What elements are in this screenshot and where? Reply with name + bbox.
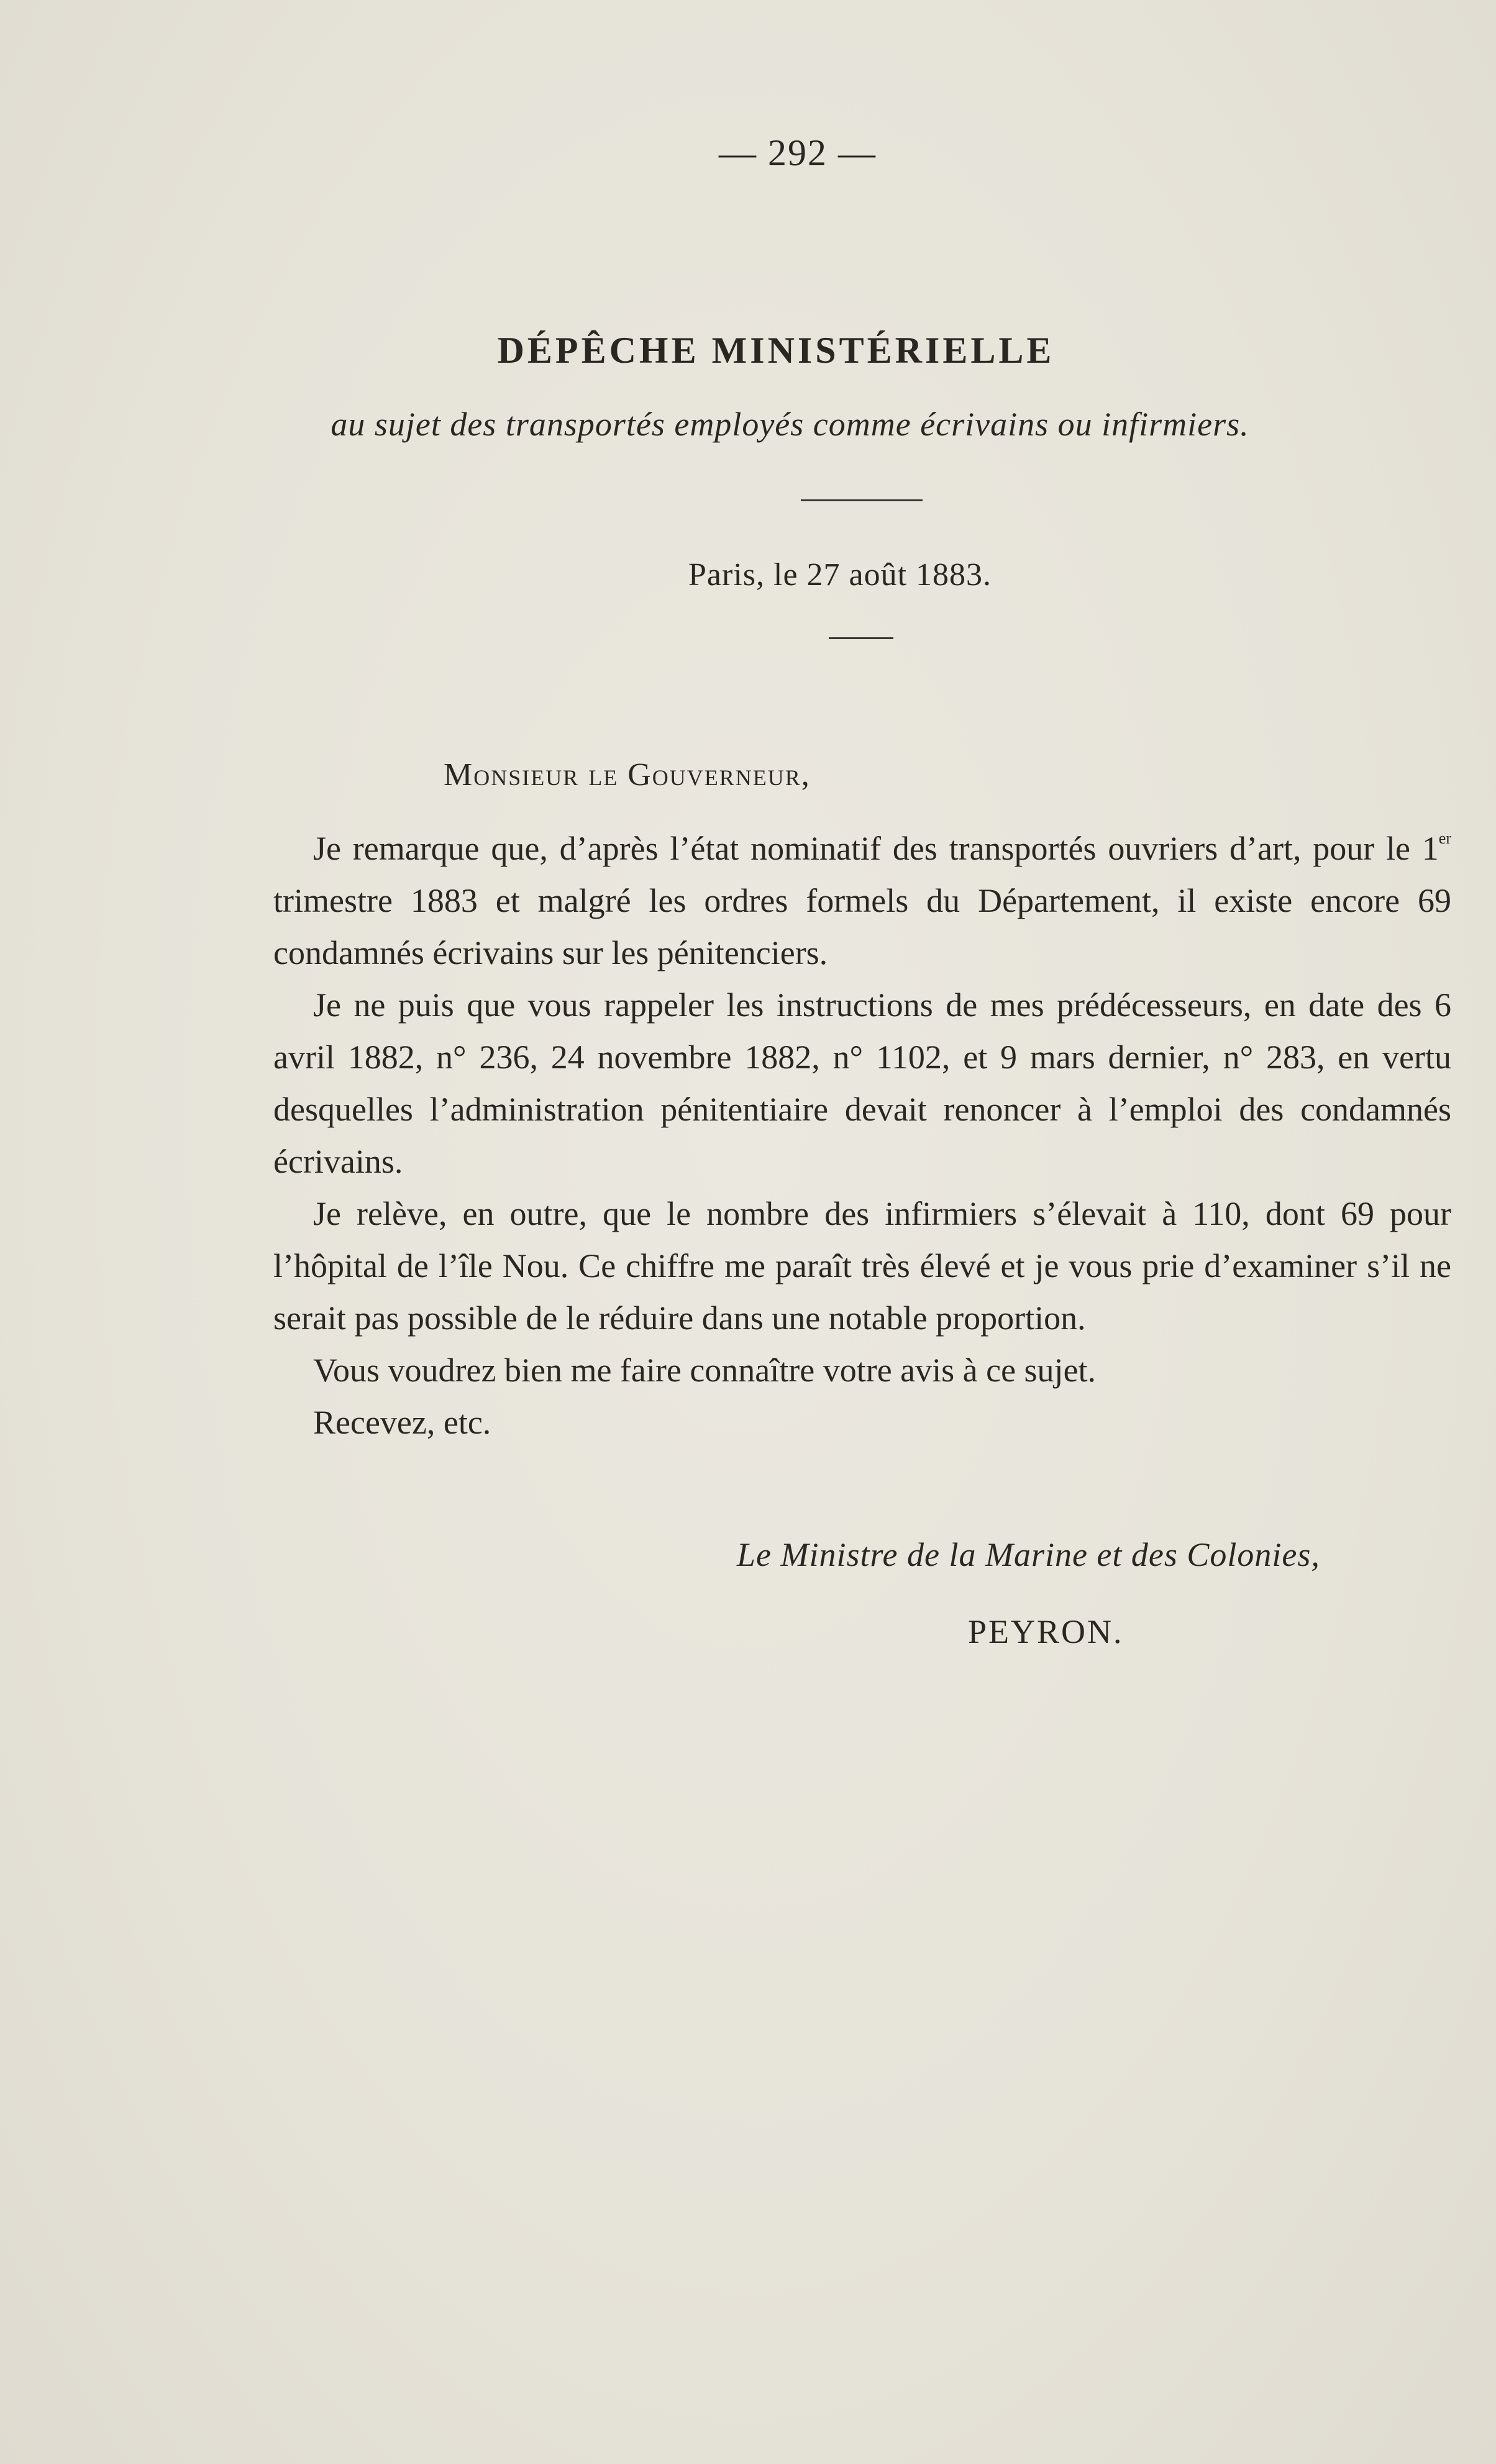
salutation: Monsieur le Gouverneur, bbox=[444, 757, 811, 793]
page-number: — 292 — bbox=[719, 132, 877, 173]
letter-body bbox=[273, 822, 1451, 1448]
paragraph-1-part-b: trimestre 1883 et malgré les ordres formels du Département, il existe encore 69 condamnés écrivains sur les pénitenciers. bbox=[273, 882, 1451, 971]
document-subtitle: au sujet des transportés employés comme écrivains ou infirmiers. bbox=[331, 406, 1249, 443]
ordinal-superscript: er bbox=[1438, 829, 1451, 847]
paragraph-2: Je ne puis que vous rappeler les instructions de mes prédécesseurs, en date des 6 avril 1882, n° 236, 24 novembre 1882, n° 1102, et 9 mars dernier, n° 283, en vertu desquelles l’administration pénitentiaire devait renoncer à l’emploi des condamnés écrivains. bbox=[273, 986, 1451, 1180]
signature: PEYRON. bbox=[968, 1613, 1124, 1650]
document-title: DÉPÊCHE MINISTÉRIELLE bbox=[497, 330, 1055, 371]
paragraph-4: Vous voudrez bien me faire connaître votre avis à ce sujet. bbox=[313, 1352, 1097, 1389]
paragraph-5: Recevez, etc. bbox=[313, 1404, 491, 1441]
paragraph-3: Je relève, en outre, que le nombre des infirmiers s’élevait à 110, dont 69 pour l’hôpital de l’île Nou. Ce chiffre me paraît très élevé et je vous prie d’examiner s’il ne serait pas possible de le réduire dans une notable proportion. bbox=[273, 1195, 1451, 1337]
dateline: Paris, le 27 août 1883. bbox=[688, 557, 992, 593]
title-divider bbox=[801, 499, 923, 501]
paragraph-1 bbox=[273, 822, 1451, 979]
closing-line: Le Ministre de la Marine et des Colonies, bbox=[737, 1536, 1320, 1573]
dateline-divider bbox=[829, 637, 893, 639]
paragraph-1-part-a: Je remarque que, d’après l’état nominatif des transportés ouvriers d’art, pour le 1 bbox=[313, 830, 1439, 867]
